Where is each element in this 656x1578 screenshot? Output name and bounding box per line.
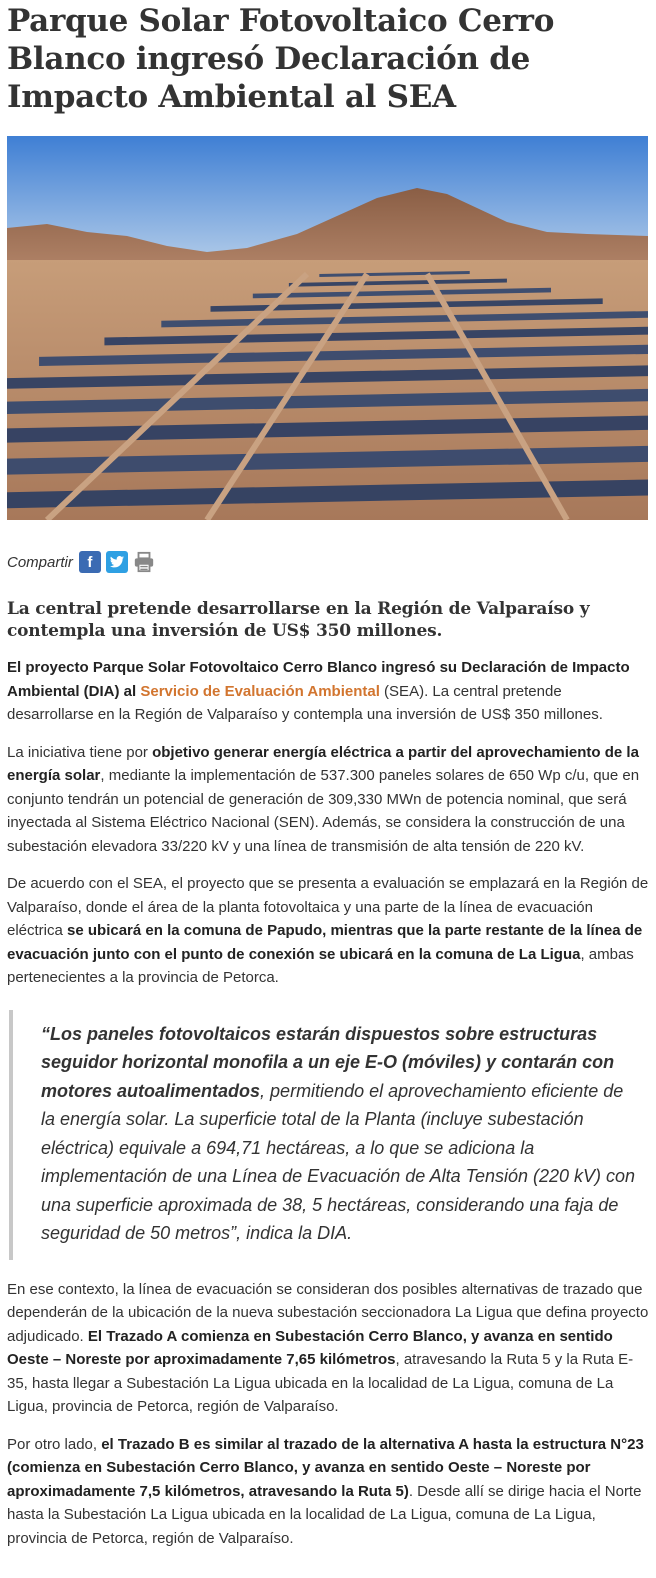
paragraph-2-c: , mediante la implementación de 537.300 paneles solares de 650 Wp c/u, que en conjunto tendrán un potencial de generación de 309,330 MWn de potencia nominal, que será inyectada al Sistema Eléctrico Nacional (SEN). Además, se considera la construcción de una subestación elevadora 33/220 kV y una línea de transmisión de alta tensión de 220 kV. (7, 767, 640, 855)
quote-block (9, 1010, 649, 1260)
paragraph-3-c: , ambas pertenecientes a la provincia de Petorca. (7, 945, 634, 986)
paragraph-3-bold: se ubicará en la comuna de Papudo, mientras que la parte restante de la línea de evacuación junto con el punto de conexión se ubicará en la comuna de La Ligua (7, 922, 643, 963)
paragraph-4 (7, 1278, 649, 1419)
paragraph-1 (7, 656, 649, 727)
paragraph-3-a: De acuerdo con el SEA, el proyecto que se presenta a evaluación se emplazará en la Región de Valparaíso, donde el área de la planta fotovoltaica y una parte de la línea de evacuación eléctrica (7, 875, 649, 939)
paragraph-5-a: Por otro lado, (7, 1435, 102, 1453)
facebook-icon[interactable]: f (79, 551, 101, 573)
paragraph-2-a: La iniciativa tiene por (7, 743, 153, 761)
paragraph-4-bold: El Trazado A comienza en Subestación Cerro Blanco, y avanza en sentido Oeste – Noreste por aproximadamente 7,65 kilómetros (7, 1327, 613, 1368)
paragraph-2-bold: objetivo generar energía eléctrica a partir del aprovechamiento de la energía solar (7, 743, 639, 784)
paragraph-5-c: . Desde allí se dirige hacia el Norte hasta la Subestación La Ligua ubicada en la localidad de La Ligua, comuna de La Ligua, provincia de Petorca, región de Valparaíso. (7, 1482, 642, 1547)
paragraph-1-bold: El proyecto Parque Solar Fotovoltaico Cerro Blanco ingresó su Declaración de Impacto Ambiental (DIA) al (7, 659, 630, 700)
solar-plant-photo (7, 136, 648, 520)
share-bar (7, 548, 649, 576)
quote-rest: , permitiendo el aprovechamiento eficiente de la energía solar. La superficie total de la Planta (incluye subestación eléctrica) equivale a 694,71 hectáreas, a lo que se adiciona la implementación de una Línea de Evacuación de Alta Tensión (220 kV) con una superficie aproximada de 38, 5 hectáreas, considerando una faja de seguridad de 50 metros”, indica la DIA. (41, 1080, 636, 1243)
paragraph-2 (7, 741, 649, 859)
paragraph-3 (7, 872, 649, 990)
paragraph-5 (7, 1433, 649, 1551)
paragraph-4-a: En ese contexto, la línea de evacuación se consideran dos posibles alternativas de trazado que dependerán de la ubicación de la nueva subestación seccionadora La Ligua que defina proyecto adjudicado. (7, 1280, 649, 1345)
article-lead: La central pretende desarrollarse en la Región de Valparaíso y contempla una inversión de US$ 350 millones. (7, 599, 590, 641)
print-icon[interactable] (133, 551, 155, 573)
paragraph-4-c: , atravesando la Ruta 5 y la Ruta E-35, hasta llegar a Subestación La Ligua ubicada en la localidad de La Ligua, comuna de La Ligua, provincia de Petorca, región de Valparaíso. (7, 1351, 634, 1415)
hero-image (7, 136, 648, 520)
quote-bold: “Los paneles fotovoltaicos estarán dispuestos sobre estructuras seguidor horizontal monofila a un eje E-O (móviles) y contarán con motores autoalimentados (41, 1023, 615, 1101)
paragraph-5-bold: el Trazado B es similar al trazado de la alternativa A hasta la estructura N°23 (comienza en Subestación Cerro Blanco, y avanza en sentido Oeste – Noreste por aproximadamente 7,5 kilómetros, atravesando la Ruta 5) (7, 1435, 644, 1500)
share-label: Compartir (7, 553, 73, 571)
article-title: Parque Solar Fotovoltaico Cerro Blanco ingresó Declaración de Impacto Ambiental al SEA (7, 3, 555, 115)
twitter-icon[interactable] (106, 551, 128, 573)
sea-link[interactable]: Servicio de Evaluación Ambiental (140, 682, 380, 700)
paragraph-1-rest: (SEA). La central pretende desarrollarse en la Región de Valparaíso y contempla una inversión de US$ 350 millones. (7, 682, 603, 723)
